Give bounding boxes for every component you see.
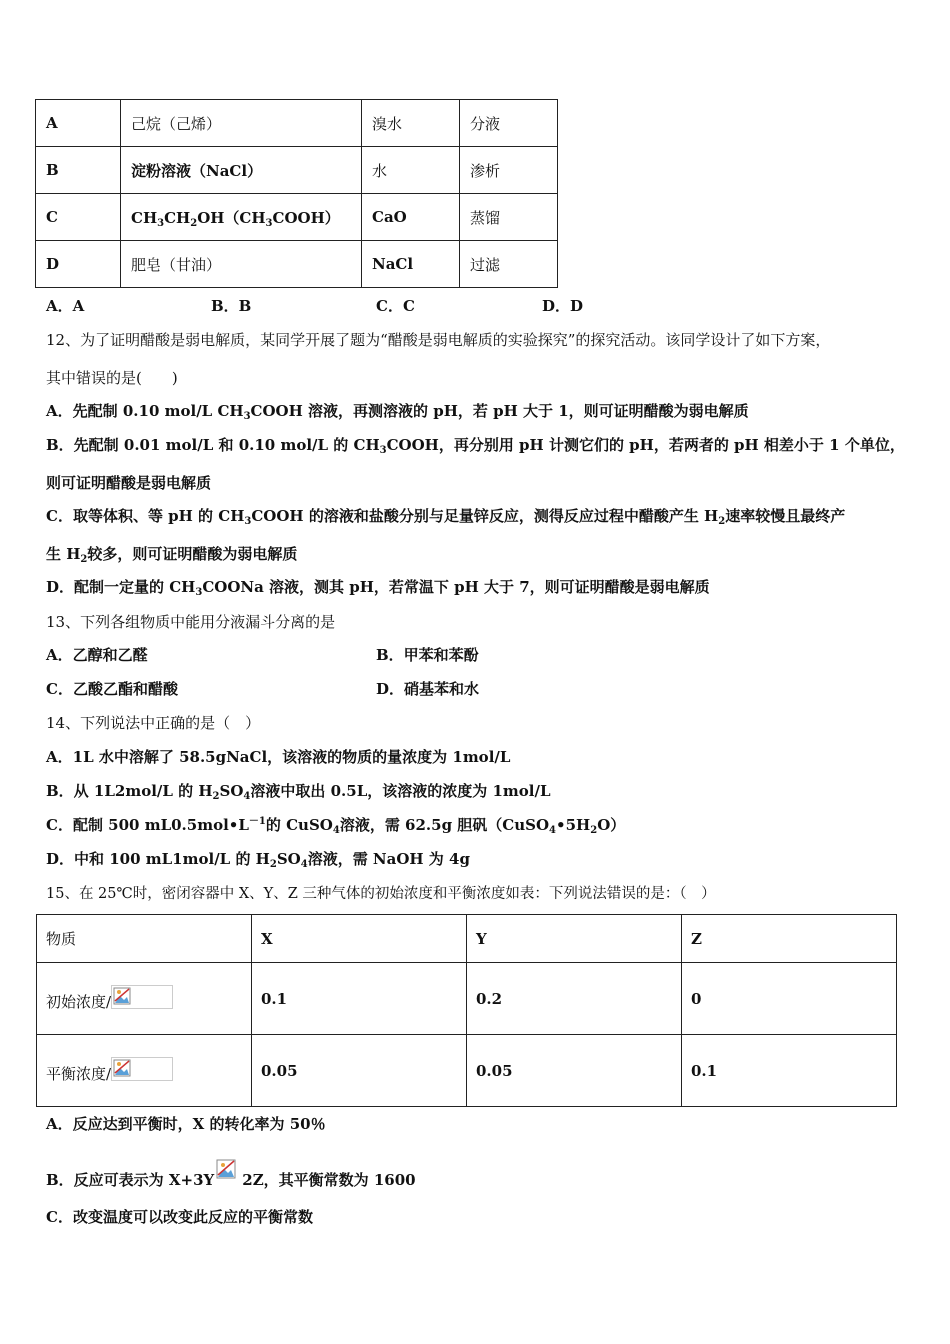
q14-option-a: A．1L 水中溶解了 58.5gNaCl，该溶液的物质的量浓度为 1mol/L bbox=[46, 748, 511, 766]
q12-option-c-cont bbox=[46, 543, 297, 564]
table-cell bbox=[121, 194, 362, 241]
table-header-cell: Z bbox=[682, 915, 897, 963]
table-row bbox=[37, 963, 897, 1035]
superscript: －1 bbox=[248, 816, 266, 827]
text: COOH） bbox=[272, 208, 340, 227]
text: A．先配制 0.10 mol/L CH bbox=[46, 402, 244, 420]
table-row bbox=[36, 241, 558, 288]
text: O） bbox=[597, 816, 626, 834]
q12-option-b bbox=[46, 434, 905, 455]
q12-option-b-cont: 则可证明醋酸是弱电解质 bbox=[46, 474, 212, 492]
table-cell: NaCl bbox=[362, 241, 460, 288]
table-cell: A bbox=[36, 100, 121, 147]
subscript: 2 bbox=[80, 554, 88, 565]
table-row bbox=[36, 147, 558, 194]
text: 较多，则可证明醋酸为弱电解质 bbox=[87, 545, 298, 563]
q15-option-a: A．反应达到平衡时，X 的转化率为 50％ bbox=[46, 1115, 326, 1133]
option-d: D．D bbox=[542, 297, 584, 315]
subscript: 2 bbox=[718, 516, 726, 527]
q15-option-b bbox=[46, 1159, 416, 1190]
text: C．取等体积、等 pH 的 CH bbox=[46, 507, 245, 525]
text: C．配制 500 mL0.5mol•L bbox=[46, 816, 249, 834]
text: COOH 溶液，再测溶液的 pH，若 pH 大于 1，则可证明醋酸为弱电解质 bbox=[250, 402, 749, 420]
table-header-cell: 物质 bbox=[37, 915, 252, 963]
text: B．从 1L2mol/L 的 H bbox=[46, 782, 213, 800]
table-cell: 0.2 bbox=[467, 963, 682, 1035]
text: 的 CuSO bbox=[265, 816, 333, 834]
q13-option-b: B．甲苯和苯酚 bbox=[376, 646, 479, 664]
text: 生 H bbox=[46, 545, 81, 563]
subscript: 3 bbox=[243, 411, 251, 422]
q14-option-b bbox=[46, 780, 551, 801]
q15-option-c: C．改变温度可以改变此反应的平衡常数 bbox=[46, 1208, 313, 1226]
q12-option-a bbox=[46, 400, 749, 421]
table-row bbox=[36, 100, 558, 147]
subscript: 3 bbox=[379, 445, 387, 456]
question-12-stem-cont: 其中错误的是( ) bbox=[46, 369, 178, 387]
text: CH bbox=[131, 208, 158, 227]
table-cell: 0 bbox=[682, 963, 897, 1035]
table-cell: 溴水 bbox=[362, 100, 460, 147]
table-cell: 肥皂（甘油） bbox=[121, 241, 362, 288]
table-cell: C bbox=[36, 194, 121, 241]
table-row bbox=[37, 915, 897, 963]
broken-image-icon bbox=[214, 1159, 242, 1181]
text: SO bbox=[276, 850, 301, 868]
text: 溶液，需 NaOH 为 4g bbox=[307, 850, 470, 868]
subscript: 3 bbox=[244, 516, 252, 527]
text: 溶液，需 62.5g 胆矾（CuSO bbox=[339, 816, 550, 834]
q13-option-a: A．乙醇和乙醛 bbox=[46, 646, 148, 664]
table-cell: 渗析 bbox=[460, 147, 558, 194]
table-cell: 0.05 bbox=[467, 1035, 682, 1107]
subscript: 2 bbox=[269, 859, 277, 870]
q12-option-d bbox=[46, 576, 710, 597]
question-12-stem: 12、为了证明醋酸是弱电解质，某同学开展了题为“醋酸是弱电解质的实验探究”的探究活动。该同学设计了如下方案， bbox=[46, 331, 831, 349]
table-row bbox=[36, 194, 558, 241]
q12-option-c bbox=[46, 505, 845, 526]
table-cell: 0.1 bbox=[682, 1035, 897, 1107]
question-13-stem: 13、下列各组物质中能用分液漏斗分离的是 bbox=[46, 613, 336, 631]
table-cell: 分液 bbox=[460, 100, 558, 147]
table-cell bbox=[37, 963, 252, 1035]
table-cell: 0.1 bbox=[252, 963, 467, 1035]
text: COOH 的溶液和盐酸分别与足量锌反应，测得反应过程中醋酸产生 H bbox=[251, 507, 719, 525]
table-cell: CaO bbox=[362, 194, 460, 241]
table-cell: B bbox=[36, 147, 121, 194]
table-cell bbox=[121, 147, 362, 194]
subscript: 2 bbox=[190, 217, 198, 229]
row-label: 平衡浓度/ bbox=[46, 1065, 112, 1083]
text: CH bbox=[164, 208, 191, 227]
table-cell: D bbox=[36, 241, 121, 288]
text: •5H bbox=[556, 816, 591, 834]
table-header-cell: Y bbox=[467, 915, 682, 963]
subscript: 2 bbox=[590, 825, 598, 836]
q14-option-d bbox=[46, 848, 470, 869]
option-a: A．A bbox=[46, 297, 85, 315]
subscript: 4 bbox=[243, 791, 251, 802]
concentration-table bbox=[36, 914, 897, 1107]
text: COONa 溶液，测其 pH，若常温下 pH 大于 7，则可证明醋酸是弱电解质 bbox=[202, 578, 710, 596]
subscript: 4 bbox=[549, 825, 557, 836]
text: 溶液中取出 0.5L，该溶液的浓度为 1mol/L bbox=[250, 782, 551, 800]
text: B．先配制 0.01 mol/L 和 0.10 mol/L 的 CH bbox=[46, 436, 380, 454]
question-15-stem: 15、在 25℃时，密闭容器中 X、Y、Z 三种气体的初始浓度和平衡浓度如表：下列说法错误的是：（ ） bbox=[46, 886, 716, 902]
question-14-stem: 14、下列说法中正确的是（ ） bbox=[46, 714, 261, 732]
subscript: 3 bbox=[195, 587, 203, 598]
text: D．中和 100 mL1mol/L 的 H bbox=[46, 850, 270, 868]
option-b: B．B bbox=[211, 297, 252, 315]
subscript: 4 bbox=[300, 859, 308, 870]
q13-option-d: D．硝基苯和水 bbox=[376, 680, 480, 698]
table-cell bbox=[37, 1035, 252, 1107]
table-cell: 蒸馏 bbox=[460, 194, 558, 241]
mixture-text: 淀粉溶液（NaCl） bbox=[131, 161, 263, 180]
text: 速率较慢且最终产 bbox=[725, 507, 846, 525]
broken-image-icon bbox=[111, 1057, 173, 1081]
q14-option-c bbox=[46, 814, 625, 835]
table-cell: 己烷（己烯） bbox=[121, 100, 362, 147]
table-cell: 0.05 bbox=[252, 1035, 467, 1107]
row-label: 初始浓度/ bbox=[46, 993, 112, 1011]
text: COOH，再分别用 pH 计测它们的 pH，若两者的 pH 相差小于 1 个单位， bbox=[386, 436, 905, 454]
subscript: 2 bbox=[212, 791, 220, 802]
table-cell: 过滤 bbox=[460, 241, 558, 288]
text: SO bbox=[219, 782, 244, 800]
table-header-cell: X bbox=[252, 915, 467, 963]
broken-image-icon bbox=[111, 985, 173, 1009]
text: B．反应可表示为 X+3Y bbox=[46, 1171, 215, 1189]
text: OH（CH bbox=[197, 208, 266, 227]
table-row bbox=[37, 1035, 897, 1107]
table-cell: 水 bbox=[362, 147, 460, 194]
separation-table bbox=[35, 99, 558, 288]
text: D．配制一定量的 CH bbox=[46, 578, 196, 596]
subscript: 3 bbox=[265, 217, 273, 229]
subscript: 3 bbox=[157, 217, 165, 229]
text: 2Z，其平衡常数为 1600 bbox=[242, 1171, 416, 1189]
option-c: C．C bbox=[376, 297, 415, 315]
q13-option-c: C．乙酸乙酯和醋酸 bbox=[46, 680, 178, 698]
subscript: 4 bbox=[332, 825, 340, 836]
